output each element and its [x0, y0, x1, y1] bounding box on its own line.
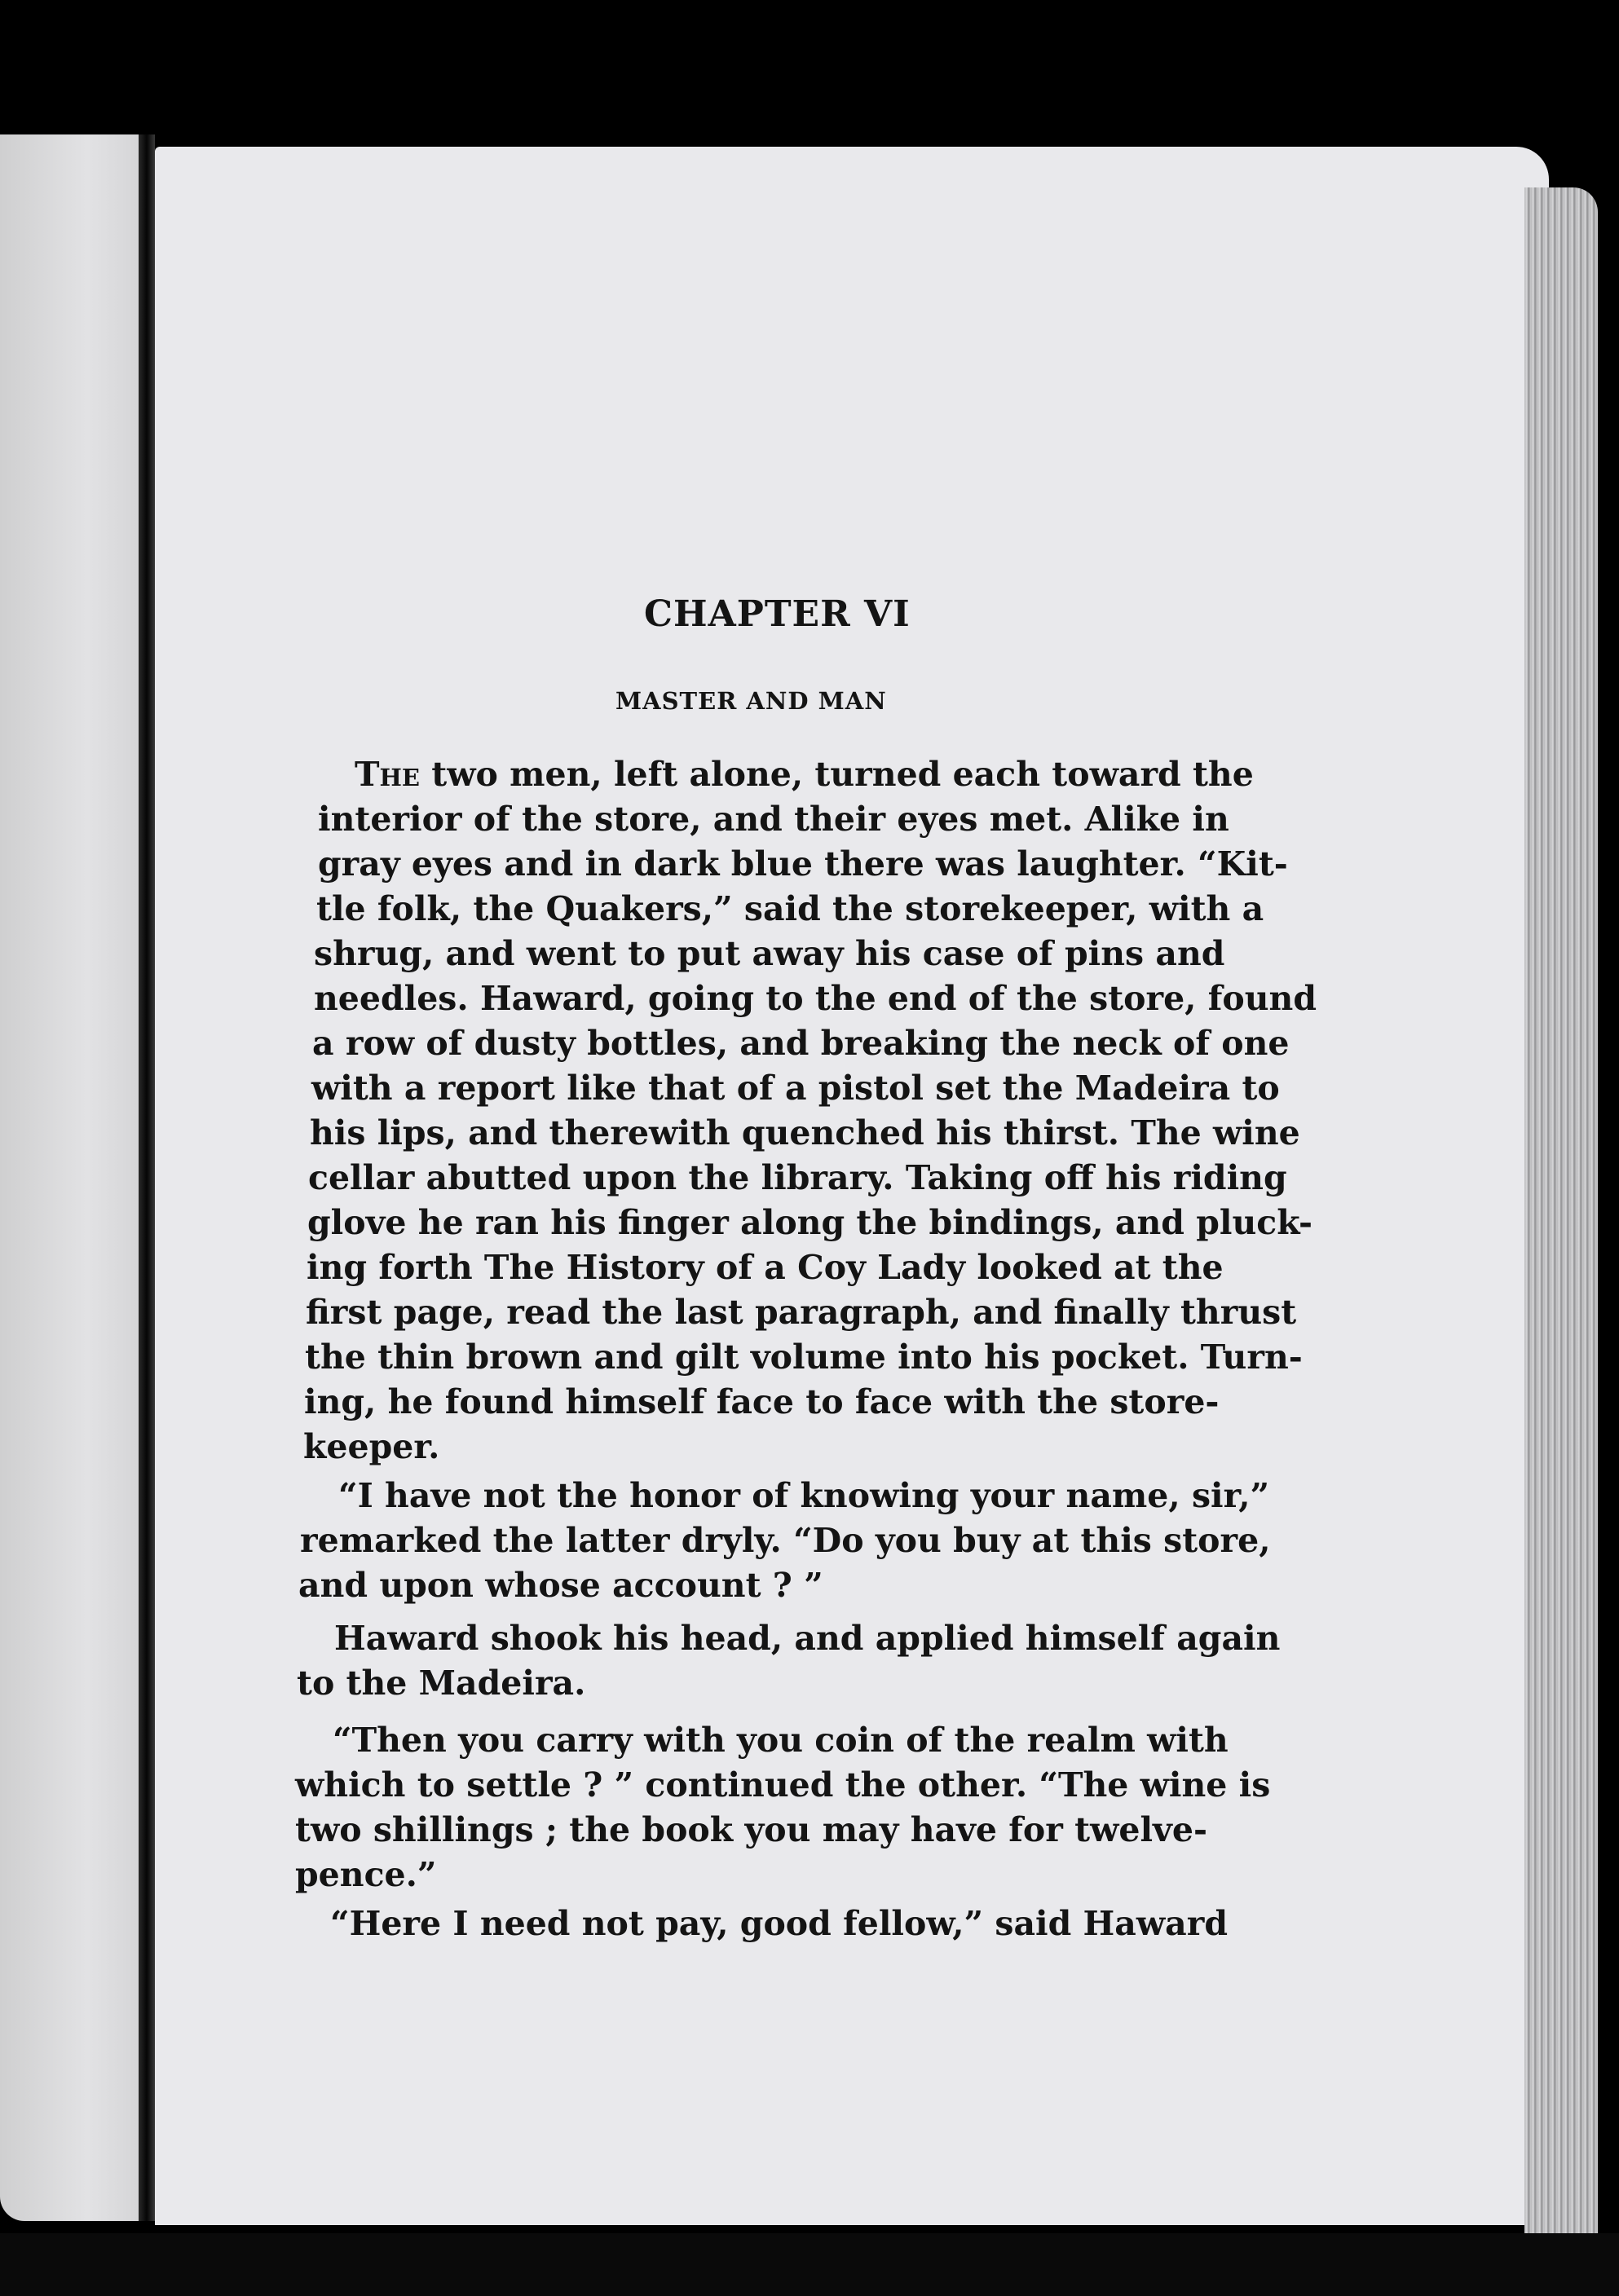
text-line: remarked the latter dryly. “Do you buy at this store, — [300, 1521, 1271, 1560]
lead-word: The — [355, 755, 421, 794]
text-line: ing forth The History of a Coy Lady looked at the — [307, 1248, 1224, 1287]
text-line: and upon whose account ? ” — [298, 1566, 823, 1605]
text-line: a row of dusty bottles, and breaking the neck of one — [312, 1024, 1290, 1063]
text-line: his lips, and therewith quenched his thirst. The wine — [310, 1113, 1300, 1152]
text-line: glove he ran his finger along the bindings, and pluck- — [307, 1203, 1313, 1242]
text-line: “Here I need not pay, good fellow,” said Haward — [330, 1904, 1228, 1943]
text-line: with a report like that of a pistol set the Madeira to — [311, 1069, 1280, 1108]
text-line: needles. Haward, going to the end of the store, found — [314, 979, 1317, 1018]
text-line: interior of the store, and their eyes met. Alike in — [318, 800, 1229, 839]
text-line: gray eyes and in dark blue there was laughter. “Kit- — [318, 844, 1288, 884]
text-line: which to settle ? ” continued the other. “The wine is — [295, 1765, 1271, 1805]
text-line: ing, he found himself face to face with the store- — [304, 1382, 1220, 1421]
text-line: first page, read the last paragraph, and finally thrust — [306, 1293, 1297, 1332]
text-line: cellar abutted upon the library. Taking off his riding — [308, 1158, 1287, 1197]
text-line: shrug, and went to put away his case of pins and — [314, 934, 1225, 973]
text-line: two shillings ; the book you may have for twelve- — [295, 1810, 1207, 1849]
text-line: “I have not the honor of knowing your name, sir,” — [338, 1476, 1270, 1515]
chapter-subtitle: MASTER AND MAN — [615, 687, 887, 715]
text-line — [355, 754, 1254, 795]
text-line: pence.” — [295, 1855, 437, 1894]
text-line: Haward shook his head, and applied himself again — [334, 1619, 1281, 1658]
text-line: the thin brown and gilt volume into his pocket. Turn- — [305, 1337, 1303, 1377]
text-line: to the Madeira. — [297, 1664, 586, 1703]
text-line: keeper. — [303, 1427, 440, 1466]
text-line: tle folk, the Quakers,” said the storekeeper, with a — [316, 889, 1264, 928]
text-line: “Then you carry with you coin of the realm with — [333, 1721, 1229, 1760]
chapter-title: CHAPTER VI — [644, 593, 911, 635]
line-text: two men, left alone, turned each toward the — [420, 755, 1254, 794]
